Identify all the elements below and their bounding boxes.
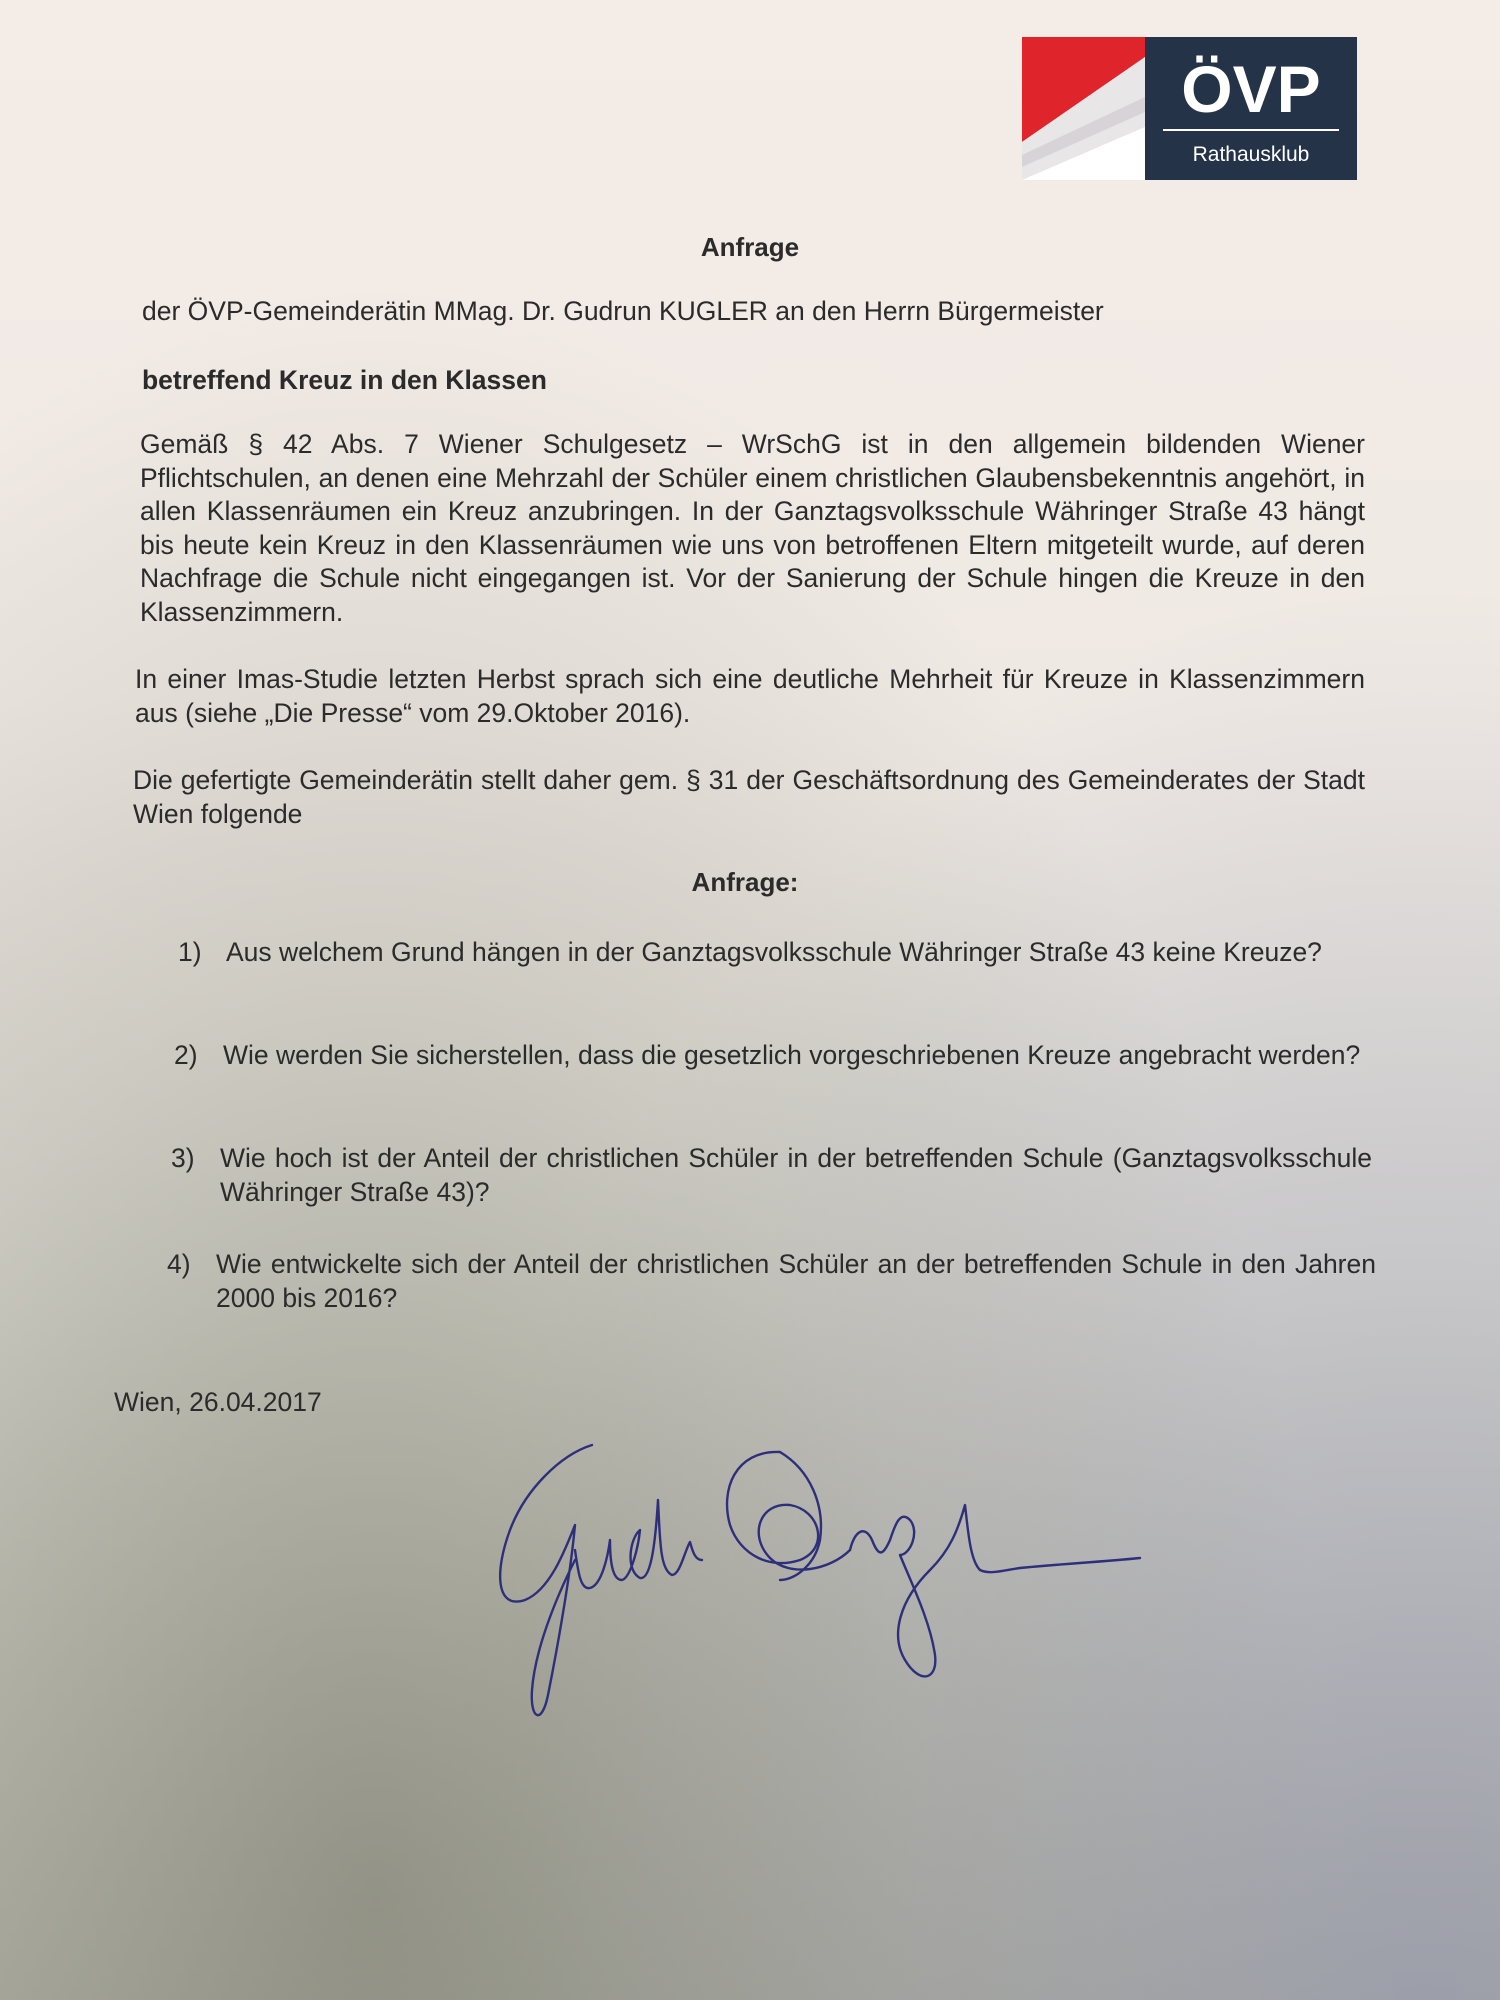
question-text: Aus welchem Grund hängen in der Ganztagsvolksschule Währinger Straße 43 keine Kreuze?	[226, 937, 1322, 967]
question-text: Wie entwickelte sich der Anteil der christlichen Schüler an der betreffenden Schule in den Jahren 2000 bis 2016?	[216, 1249, 1376, 1313]
question-number: 2)	[174, 1040, 198, 1070]
question-number: 1)	[178, 937, 202, 967]
question-text: Wie werden Sie sicherstellen, dass die gesetzlich vorgeschriebenen Kreuze angebracht werden?	[223, 1040, 1361, 1070]
place-date: Wien, 26.04.2017	[114, 1387, 322, 1417]
question-text: Wie hoch ist der Anteil der christlichen Schüler in der betreffenden Schule (Ganztagsvolksschule Währinger Straße 43)?	[220, 1143, 1372, 1207]
addressee-line: der ÖVP-Gemeinderätin MMag. Dr. Gudrun KUGLER an den Herrn Bürgermeister	[142, 296, 1104, 326]
handwritten-signature	[480, 1430, 1160, 1730]
question-number: 3)	[171, 1143, 195, 1173]
svg-text:ÖVP: ÖVP	[1181, 52, 1321, 126]
paragraph-2: In einer Imas-Studie letzten Herbst sprach sich eine deutliche Mehrheit für Kreuze in Klassenzimmern aus (siehe „Die Presse“ vom 29.Oktober 2016).	[135, 664, 1365, 728]
paragraph-3: Die gefertigte Gemeinderätin stellt daher gem. § 31 der Geschäftsordnung des Gemeinderates der Stadt Wien folgende	[133, 765, 1365, 829]
svg-text:Rathausklub: Rathausklub	[1192, 143, 1310, 166]
questions-heading: Anfrage:	[691, 867, 799, 897]
document-title: Anfrage	[700, 232, 800, 262]
paragraph-1: Gemäß § 42 Abs. 7 Wiener Schulgesetz – WrSchG ist in den allgemein bildenden Wiener Pflichtschulen, an denen eine Mehrzahl der Schüler einem christlichen Glaubensbekenntnis angehört, in allen Klassenräumen ein Kreuz anzubringen. In der Ganztagsvolksschule Währinger Straße 43 hängt bis heute kein Kreuz in den Klassenräumen wie uns von betroffenen Eltern mitgeteilt wurde, auf deren Nachfrage die Schule nicht eingegangen ist. Vor der Sanierung der Schule hingen die Kreuze in den Klassenzimmern.	[140, 429, 1365, 627]
question-number: 4)	[167, 1249, 191, 1279]
subject-line: betreffend Kreuz in den Klassen	[142, 365, 547, 395]
